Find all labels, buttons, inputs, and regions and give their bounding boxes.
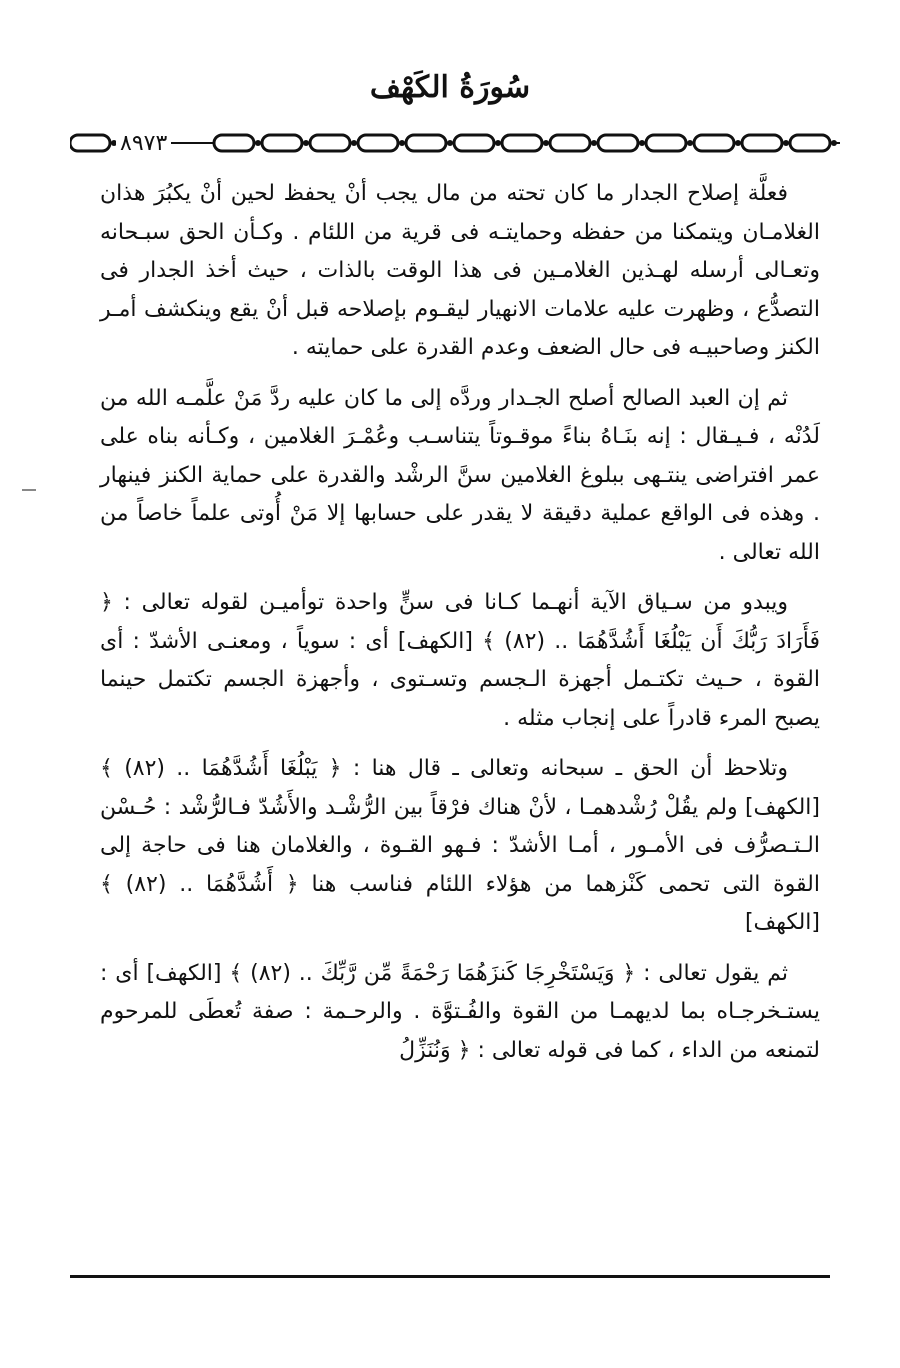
footer-rule <box>70 1275 830 1278</box>
ornament-dot <box>351 140 357 146</box>
ornament-dot <box>543 140 549 146</box>
page-number: ٨٩٧٣ <box>116 131 171 156</box>
paragraph-3: ويبدو من سـياق الآية أنهـما كـانا فى سنٍّ واحدة توأميـن لقوله تعالى : ﴿ فَأَرَادَ رَبُّكَ أَن يَبْلُغَا أَشُدَّهُمَا .. (٨٢) ﴾ [الكهف] أى : سوياً ، ومعنـى الأشدّ : أى القوة ، حـيث تكتـمل أجهزة الـجسم وتسـتوى ، وأجهزة الجسم تكتمل حينما يصبح المرء قادراً على إنجاب مثله . <box>100 590 820 731</box>
ornament-link <box>262 135 302 151</box>
ornament-border-icon <box>70 128 840 158</box>
ornament-dot <box>255 140 261 146</box>
ornament-dot <box>447 140 453 146</box>
ornament-link <box>310 135 350 151</box>
body-text <box>100 175 820 1082</box>
header-ornament <box>70 128 840 158</box>
paragraph-5: ثم يقول تعالى : ﴿ وَيَسْتَخْرِجَا كَنزَهُمَا رَحْمَةً مِّن رَّبِّكَ .. (٨٢) ﴾ [الكهف] أى : يستـخرجـاه بما لديهمـا من القوة والفُـتوَّة . والرحـمة : صفة تُعطَى للمرحوم لتمنعه من الداء ، كما فى قوله تعالى : ﴿ وَنُنَزِّلُ <box>100 960 820 1063</box>
ornament-link <box>454 135 494 151</box>
ornament-dot <box>639 140 645 146</box>
ornament-link <box>550 135 590 151</box>
ornament-dot <box>399 140 405 146</box>
paragraph-2: ثم إن العبد الصالح أصلح الجـدار وردَّه إلى ما كان عليه ردَّ مَنْ علَّمـه الله من لَدُنْه ، فـيـقال : إنه بنَـاهُ بناءً موقـوتاً يتناسـب وعُمْـرَ الغلامين ، وكـأنه بناه على عمر افتراضى ينتـهى ببلوغ الغلامين سنَّ الرشْد والقدرة على حماية الكنز فينهار . وهذه فى الواقع عملية دقيقة لا يقدر على حسابها إلا مَنْ أُوتى علماً خاصاً من الله تعالى . <box>100 385 820 565</box>
ornament-dot <box>591 140 597 146</box>
margin-mark <box>22 489 36 491</box>
ornament-dot <box>783 140 789 146</box>
ornament-link <box>742 135 782 151</box>
paragraph-4: وتلاحظ أن الحق ـ سبحانه وتعالى ـ قال هنا : ﴿ يَبْلُغَا أَشُدَّهُمَا .. (٨٢) ﴾ [الكهف] ولم يقُلْ رُشْدهمـا ، لأنْ هناك فرْقاً بين الرُّشْـد والأَشُدّ فـالرُّشْد : حُـسْن الـتـصرُّف فى الأمـور ، أمـا الأشدّ : فـهو القـوة ، والغلامان هنا فى حاجة إلى القوة التى تحمى كَنْزهما من هؤلاء اللئام فناسب هنا ﴿ أَشُدَّهُمَا .. (٨٢) ﴾ [الكهف] <box>100 756 820 935</box>
ornament-link <box>70 135 110 151</box>
ornament-dot <box>735 140 741 146</box>
ornament-dot <box>303 140 309 146</box>
ornament-link <box>646 135 686 151</box>
ornament-link <box>214 135 254 151</box>
ornament-link <box>598 135 638 151</box>
ornament-link <box>358 135 398 151</box>
surah-title: سُورَةُ الكَهْف <box>369 70 531 105</box>
ornament-dot <box>831 140 837 146</box>
ornament-dot <box>687 140 693 146</box>
ornament-dot <box>495 140 501 146</box>
paragraph-1: فعلَّة إصلاح الجدار ما كان تحته من مال يجب أنْ يحفظ لحين أنْ يكبُرَ هذان الغلامـان ويتمكنا من حفظه وحمايتـه فى قرية من اللئام . وكـأن الحق سبـحانه وتعـالى أرسله لهـذين الغلامـين فى هذا الوقت بالذات ، حيث أخذ الجدار فى التصدُّع ، وظهرت عليه علامات الانهيار ليقـوم بإصلاحه قبل أنْ يقع وينكشف أمـر الكنز وصاحبيـه فى حال الضعف وعدم القدرة على حمايته . <box>100 181 820 360</box>
ornament-link <box>502 135 542 151</box>
ornament-link <box>790 135 830 151</box>
ornament-link <box>406 135 446 151</box>
ornament-link <box>694 135 734 151</box>
